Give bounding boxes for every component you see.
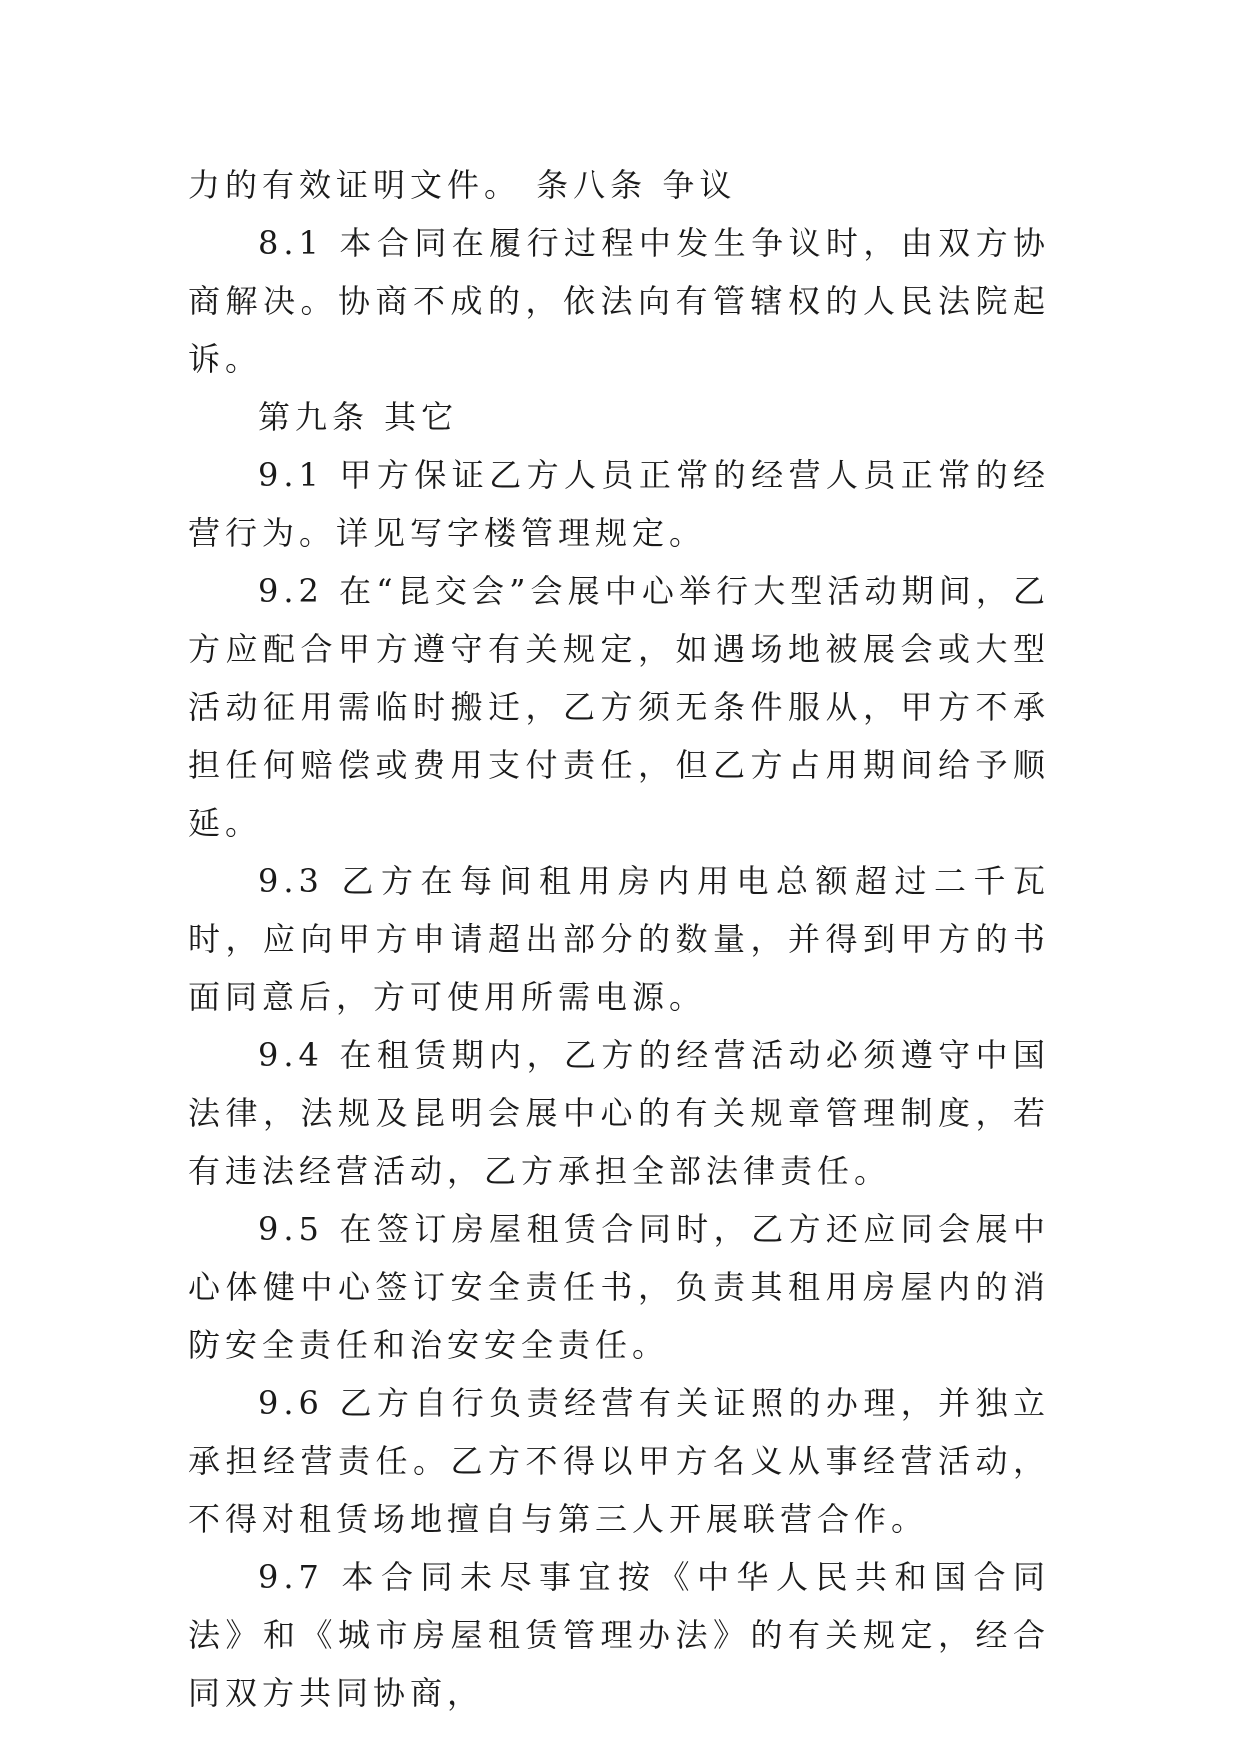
paragraph-clause-9-6: 9.6 乙方自行负责经营有关证照的办理，并独立承担经营责任。乙方不得以甲方名义从事经营活动，不得对租赁场地擅自与第三人开展联营合作。 xyxy=(188,1384,1050,1538)
section-heading-article-9: 第九条 其它 xyxy=(258,398,459,436)
paragraph-clause-9-3: 9.3 乙方在每间租用房内用电总额超过二千瓦时，应向甲方申请超出部分的数量，并得到甲方的书面同意后，方可使用所需电源。 xyxy=(188,862,1050,1016)
paragraph-clause-8-1: 8.1 本合同在履行过程中发生争议时，由双方协商解决。协商不成的，依法向有管辖权的人民法院起诉。 xyxy=(188,224,1050,378)
paragraph-clause-9-4: 9.4 在租赁期内，乙方的经营活动必须遵守中国法律，法规及昆明会展中心的有关规章管理制度，若有违法经营活动，乙方承担全部法律责任。 xyxy=(188,1036,1050,1190)
paragraph-clause-9-7: 9.7 本合同未尽事宜按《中华人民共和国合同法》和《城市房屋租赁管理办法》的有关规定，经合同双方共同协商， xyxy=(188,1558,1050,1712)
paragraph-clause-9-1: 9.1 甲方保证乙方人员正常的经营人员正常的经营行为。详见写字楼管理规定。 xyxy=(188,456,1050,552)
paragraph-clause-9-2: 9.2 在“昆交会”会展中心举行大型活动期间，乙方应配合甲方遵守有关规定，如遇场地被展会或大型活动征用需临时搬迁，乙方须无条件服从，甲方不承担任何赔偿或费用支付责任，但乙方占用期间给予顺延。 xyxy=(188,572,1050,842)
paragraph-clause-9-5: 9.5 在签订房屋租赁合同时，乙方还应同会展中心体健中心签订安全责任书，负责其租用房屋内的消防安全责任和治安安全责任。 xyxy=(188,1210,1050,1364)
document-body xyxy=(188,156,1050,1722)
paragraph-continuation: 力的有效证明文件。 条八条 争议 xyxy=(188,166,737,204)
